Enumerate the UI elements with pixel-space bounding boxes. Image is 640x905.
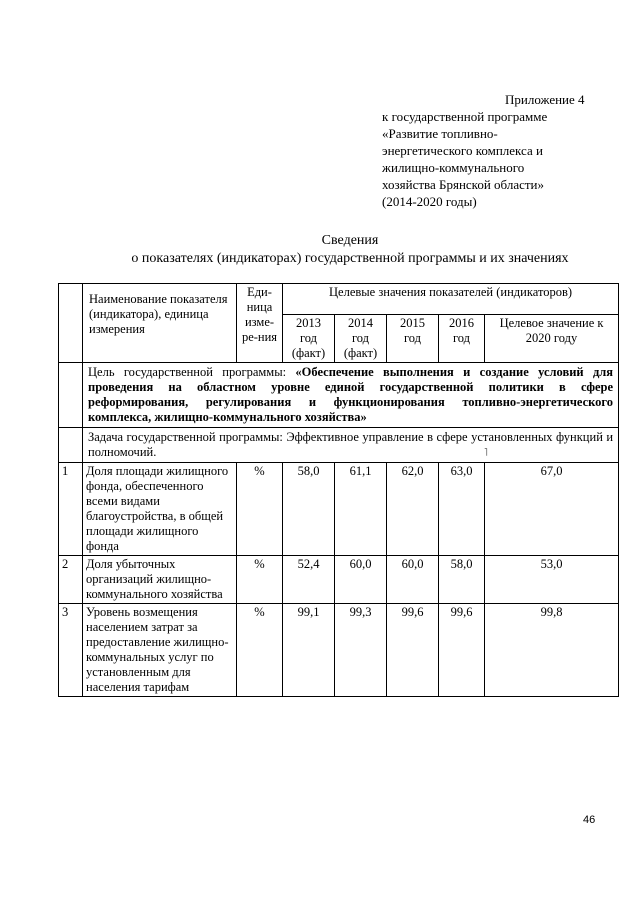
- appendix-title: Приложение 4: [505, 92, 585, 107]
- header-year-2015: 2015 год: [387, 315, 439, 363]
- row-unit: %: [237, 463, 283, 556]
- task-num-cell: [59, 428, 83, 463]
- appendix-line: жилищно-коммунального: [382, 160, 525, 175]
- row-unit: %: [237, 556, 283, 604]
- appendix-line: к государственной программе: [382, 109, 548, 124]
- header-year-2014: 2014 год (факт): [335, 315, 387, 363]
- row-value-2015: 62,0: [387, 463, 439, 556]
- heading-title: Сведения: [321, 233, 379, 248]
- row-name: Доля площади жилищного фонда, обеспеченного всеми видами благоустройства, в общей площади жилищного фонда: [83, 463, 237, 556]
- row-value-2014: 61,1: [335, 463, 387, 556]
- appendix-line: «Развитие топливно-: [382, 126, 498, 141]
- row-num: 3: [59, 604, 83, 697]
- indicators-table: [58, 283, 619, 697]
- row-value-2016: 58,0: [439, 556, 485, 604]
- header-target-group: Целевые значения показателей (индикаторов): [283, 284, 619, 315]
- row-value-2013: 58,0: [283, 463, 335, 556]
- goal-cell: [83, 363, 619, 428]
- goal-num-cell: [59, 363, 83, 428]
- goal-text: «Обеспечение выполнения и создание условий для проведения на областном уровне единой государственной политики в сфере реформирования, регулирования и функционирования топливно-энергетического комплекса, жилищно-коммунального хозяйства»: [88, 365, 614, 424]
- row-value-2020: 53,0: [485, 556, 619, 604]
- appendix-block: [382, 91, 632, 210]
- appendix-line: (2014-2020 годы): [382, 194, 477, 209]
- row-value-2015: 99,6: [387, 604, 439, 697]
- row-value-2013: 99,1: [283, 604, 335, 697]
- table-row: [59, 463, 619, 556]
- document-heading: [0, 232, 640, 268]
- row-num: 1: [59, 463, 83, 556]
- row-num: 2: [59, 556, 83, 604]
- header-num-cell: [59, 284, 83, 363]
- row-value-2016: 63,0: [439, 463, 485, 556]
- row-value-2014: 99,3: [335, 604, 387, 697]
- row-value-2015: 60,0: [387, 556, 439, 604]
- header-row: [59, 284, 619, 315]
- table-row: [59, 556, 619, 604]
- row-name: Уровень возмещения населением затрат за предоставление жилищно-коммунальных услуг по установленным для населения тарифам: [83, 604, 237, 697]
- row-value-2020: 99,8: [485, 604, 619, 697]
- header-target-2020: Целевое значение к 2020 году: [485, 315, 619, 363]
- header-year-2016: 2016 год: [439, 315, 485, 363]
- row-unit: %: [237, 604, 283, 697]
- page-number: 46: [583, 814, 596, 826]
- goal-prefix: Цель государственной программы:: [88, 365, 296, 379]
- row-value-2020: 67,0: [485, 463, 619, 556]
- header-name: Наименование показателя (индикатора), единица измерения: [83, 284, 237, 363]
- stray-mark: ˥: [484, 448, 488, 459]
- row-value-2013: 52,4: [283, 556, 335, 604]
- appendix-line: энергетического комплекса и: [382, 143, 543, 158]
- task-cell: Задача государственной программы: Эффективное управление в сфере установленных функций и полномочий.: [83, 428, 619, 463]
- header-year-2013: 2013 год (факт): [283, 315, 335, 363]
- appendix-line: хозяйства Брянской области»: [382, 177, 545, 192]
- goal-row: [59, 363, 619, 428]
- row-name: Доля убыточных организаций жилищно-коммунального хозяйства: [83, 556, 237, 604]
- task-row: [59, 428, 619, 463]
- table-row: [59, 604, 619, 697]
- row-value-2016: 99,6: [439, 604, 485, 697]
- header-unit: Еди-ница изме-ре-ния: [237, 284, 283, 363]
- heading-subtitle: о показателях (индикаторах) государственной программы и их значениях: [131, 251, 569, 266]
- row-value-2014: 60,0: [335, 556, 387, 604]
